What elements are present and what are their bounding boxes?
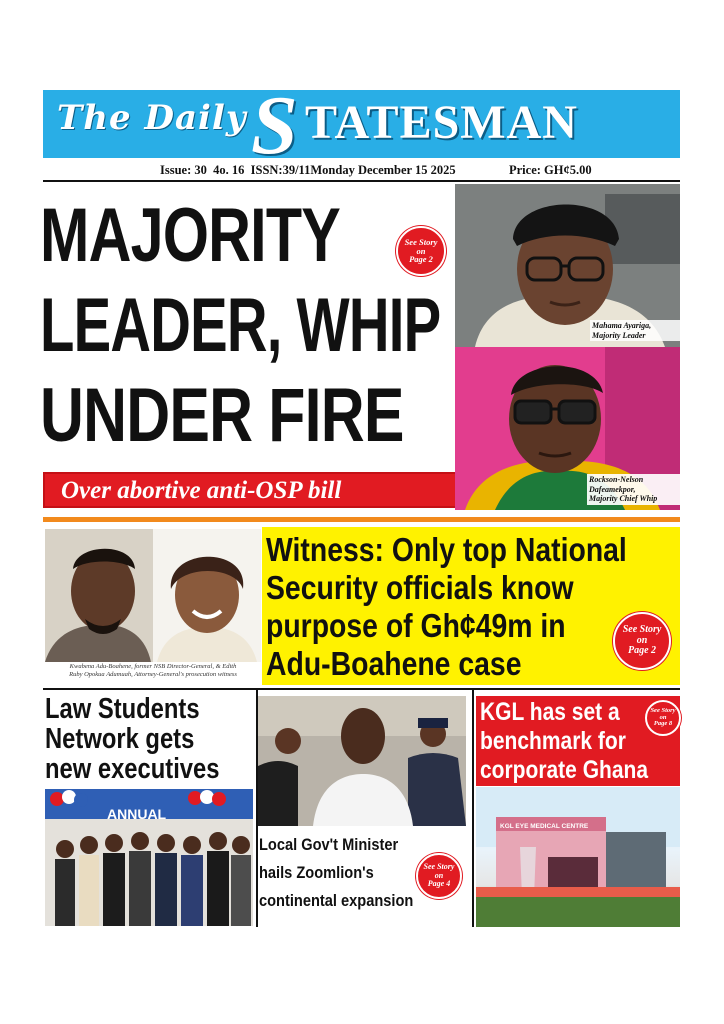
lead-headline-line-3[interactable]: UNDER FIRE — [40, 373, 404, 458]
witness-headline-box[interactable] — [262, 527, 680, 685]
building-sign: KGL EYE MEDICAL CENTRE — [500, 823, 589, 830]
column-divider — [472, 690, 474, 927]
badge-line: on — [659, 713, 667, 721]
headline-line: Local Gov't Minister — [259, 835, 399, 854]
headline-line: corporate Ghana — [480, 756, 649, 784]
lead-headline-line-2[interactable]: LEADER, WHIP — [40, 283, 441, 368]
badge-line: on — [636, 634, 648, 646]
medical-centre-building — [476, 787, 680, 927]
minister-photo — [258, 696, 466, 826]
masthead — [43, 90, 680, 158]
kgl-headline — [480, 698, 648, 785]
headline-line: new executives — [45, 753, 220, 785]
headline-line: Adu-Boahene case — [266, 645, 522, 682]
law-students-photo[interactable] — [45, 789, 253, 926]
headline-line: Law Students — [45, 693, 200, 725]
issue-bar — [43, 160, 680, 180]
headline-line: continental expansion — [259, 891, 414, 910]
lead-subheadline-banner — [43, 472, 458, 508]
headline-line: benchmark for — [480, 727, 626, 755]
masthead-title-rest: TATESMAN — [305, 96, 578, 149]
badge-line: on — [434, 870, 444, 880]
headline-line: Security officials know — [266, 569, 574, 606]
headline-line: Witness: Only top National — [266, 531, 627, 568]
badge-line: Page 2 — [627, 645, 657, 657]
witness-see-story-badge[interactable] — [613, 612, 671, 670]
zoomlion-see-story-badge[interactable] — [416, 853, 462, 899]
caption-line: Ruby Opokua Adumuah, Attorney-General's prosecution witness — [69, 671, 237, 679]
caption-line: Mahama Ayariga, — [592, 321, 652, 330]
banner-text: ANNUAL — [107, 806, 167, 822]
badge-line: See Story — [650, 706, 676, 714]
price-label: Price: GH¢5.00 — [509, 163, 592, 177]
ayariga-photo[interactable] — [455, 184, 680, 347]
lead-see-story-badge[interactable] — [396, 226, 446, 276]
witness-photo[interactable] — [45, 529, 261, 662]
group-photo — [45, 789, 253, 926]
top-divider — [43, 180, 680, 182]
masthead-title-prefix: The Daily — [57, 98, 247, 138]
witness-portraits — [45, 529, 261, 662]
badge-line: Page 4 — [427, 879, 451, 889]
kgl-medical-centre-photo[interactable] — [476, 787, 680, 927]
headline-line: purpose of Gh¢49m in — [266, 607, 566, 644]
caption-line: Kwabena Adu-Boahene, former NSB Director-General, & Edith — [69, 663, 237, 670]
bottom-section-divider — [43, 688, 680, 690]
witness-caption — [45, 663, 261, 679]
law-students-headline[interactable] — [45, 693, 220, 785]
section-divider-orange — [43, 517, 680, 522]
badge-line: See Story — [622, 624, 662, 636]
zoomlion-photo[interactable] — [258, 696, 466, 826]
lead-headline-line-1[interactable]: MAJORITY — [40, 193, 341, 278]
dafeamekpor-photo[interactable] — [455, 347, 680, 510]
masthead-title-initial: S — [251, 90, 298, 158]
witness-headline — [266, 531, 627, 683]
kgl-see-story-badge[interactable] — [645, 700, 681, 736]
caption-line: Dafeamekpor, — [589, 484, 636, 494]
issue-line: Issue: 30 4o. 16 ISSN:39/11Monday December 15 2025 — [160, 163, 456, 177]
dafeamekpor-caption — [587, 474, 680, 505]
badge-line: See Story — [404, 236, 438, 247]
caption-line: Majority Leader — [592, 330, 646, 340]
caption-line: Rockson-Nelson — [589, 475, 644, 484]
headline-line: KGL has set a — [480, 698, 620, 726]
ayariga-caption — [590, 320, 680, 341]
badge-line: Page 2 — [409, 254, 433, 265]
caption-line: Majority Chief Whip — [589, 494, 658, 504]
zoomlion-headline[interactable] — [259, 831, 440, 915]
headline-line: hails Zoomlion's — [259, 863, 374, 882]
lead-subheadline: Over abortive anti-OSP bill — [61, 477, 342, 504]
badge-line: See Story — [423, 862, 455, 872]
badge-line: Page 8 — [653, 720, 673, 728]
badge-line: on — [416, 245, 426, 256]
headline-line: Network gets — [45, 723, 195, 755]
